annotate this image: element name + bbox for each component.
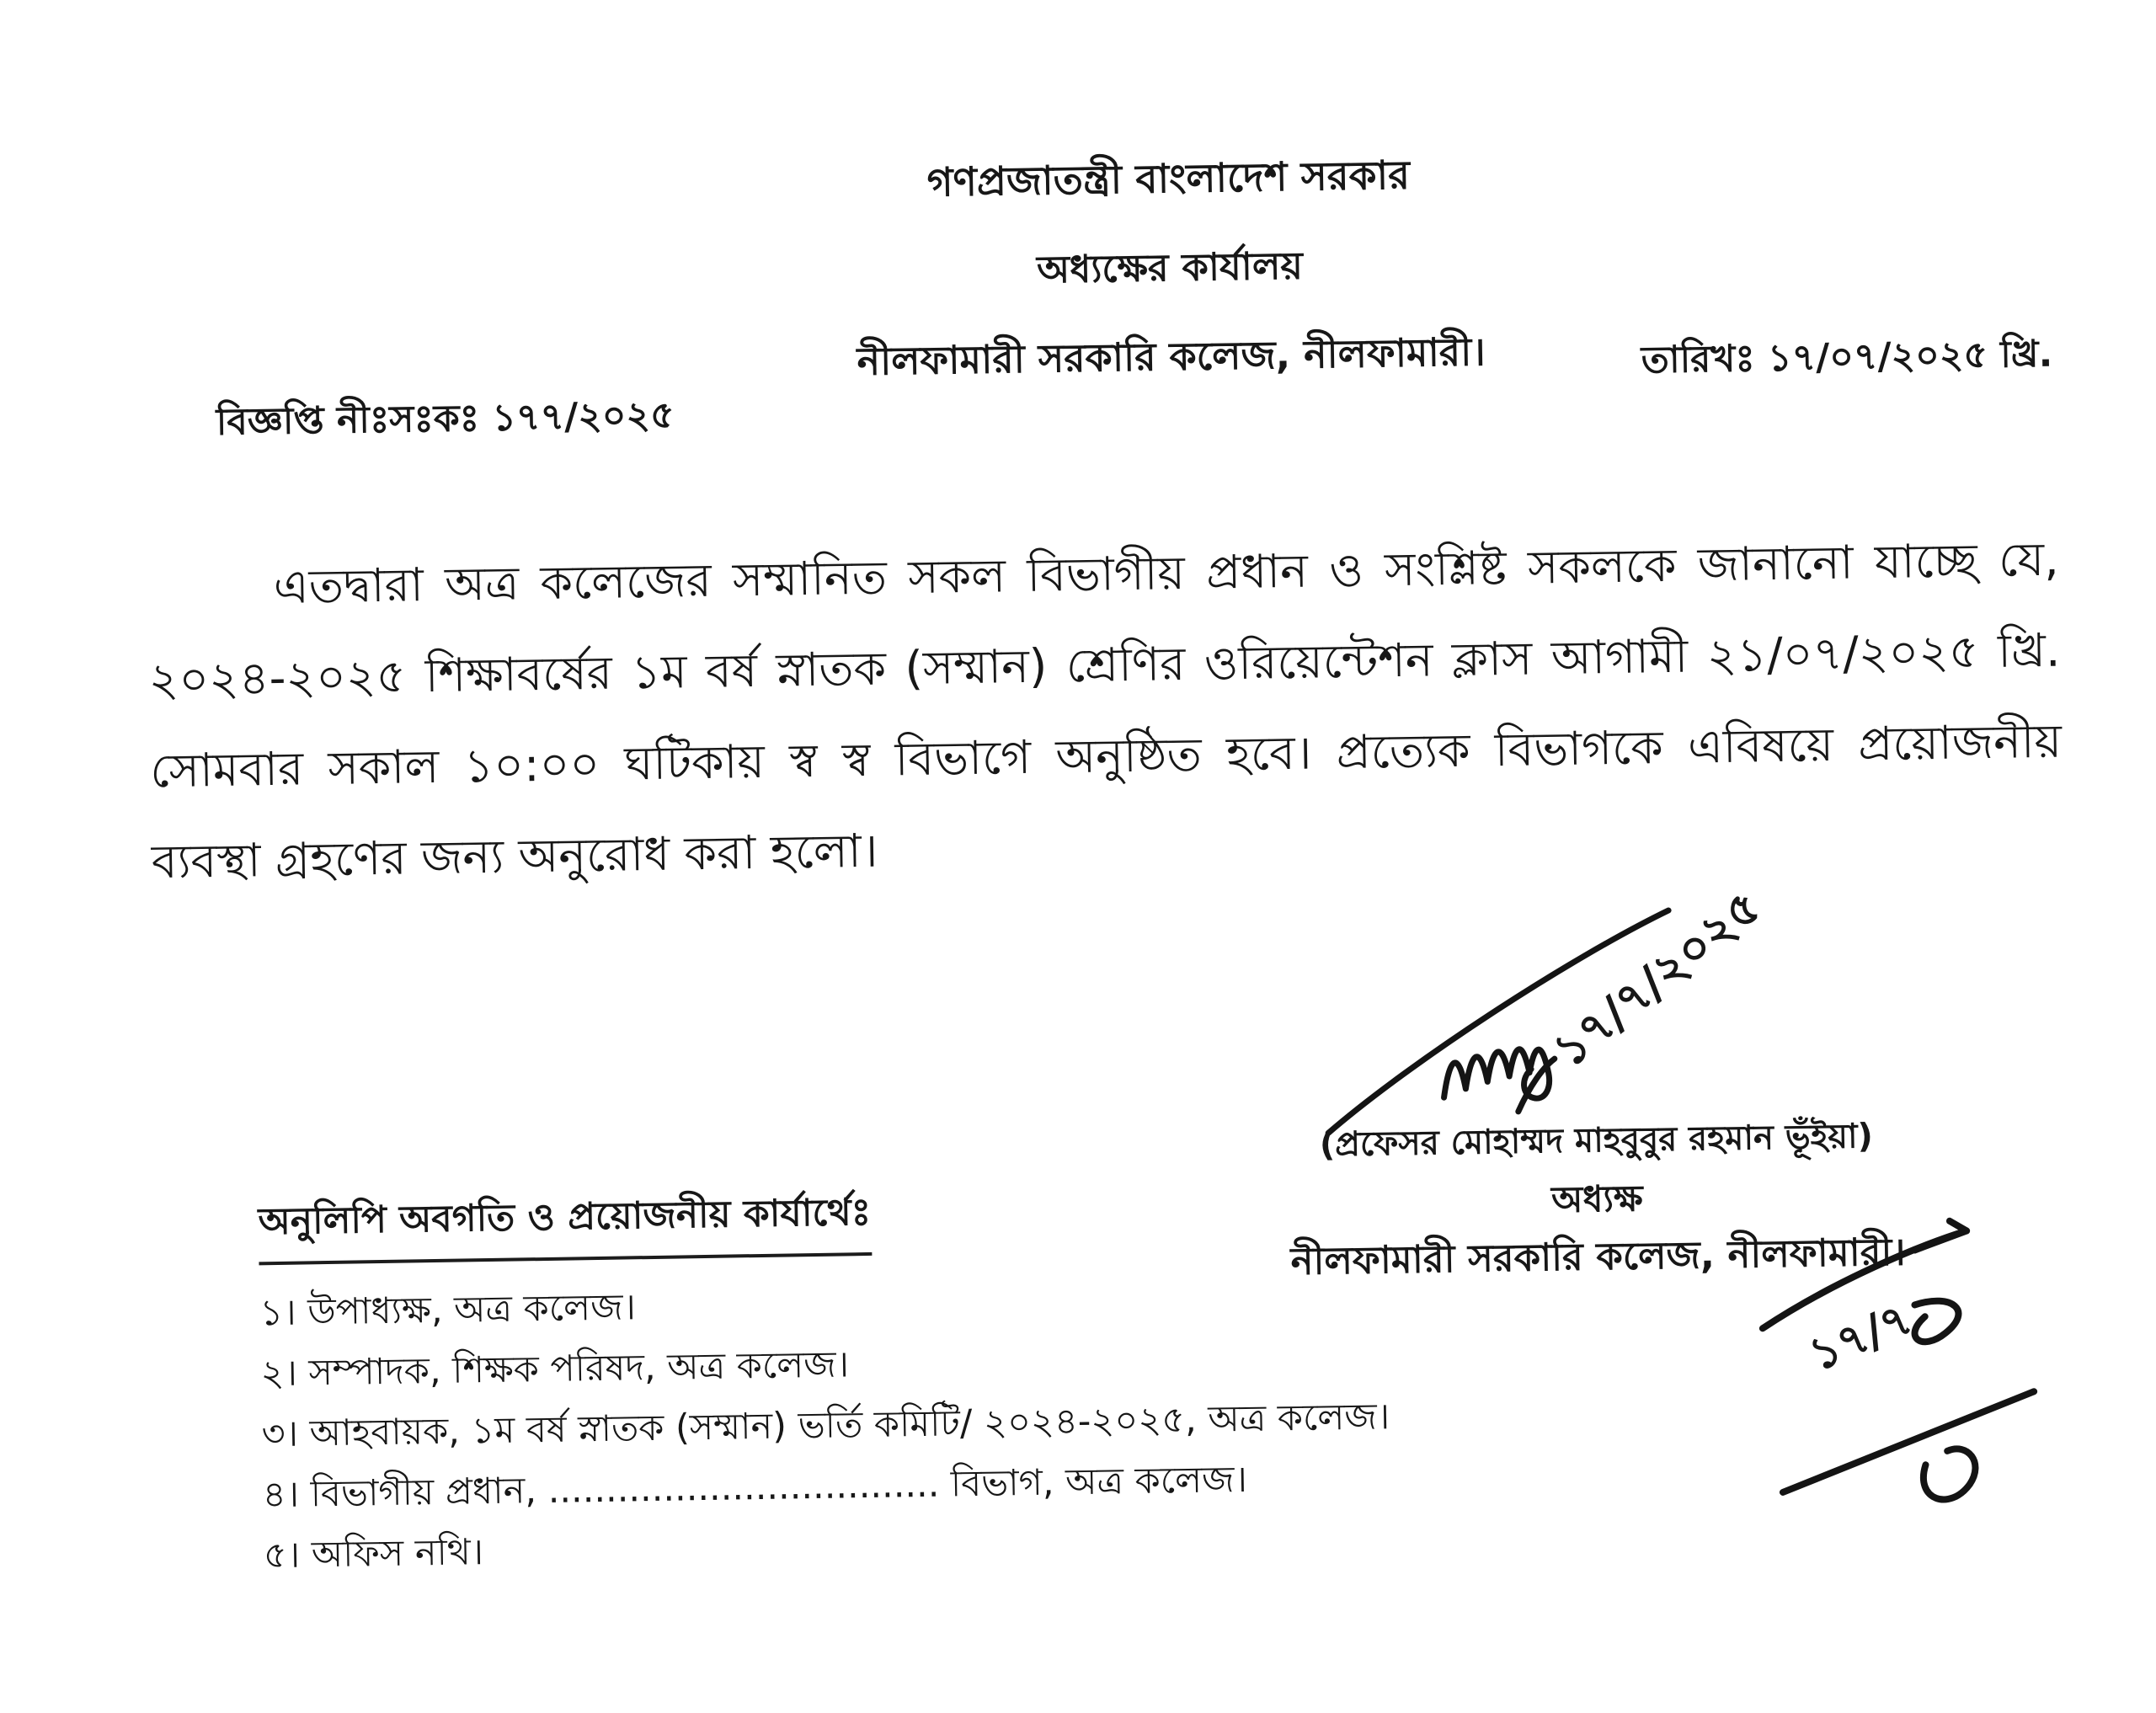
principal-initial-scribble [1741,1197,2083,1522]
distribution-item-4: ৪। বিভাগীয় প্রধান, .................................. বিভাগ, অত্র কলেজ। [262,1458,1248,1517]
government-name: গণপ্রজাতন্ত্রী বাংলাদেশ সরকার [926,152,1411,206]
handwritten-signature-date: ১৭/৭/২০২৫ [1543,879,1772,1079]
distribution-item-3: ৩। আহবায়ক, ১ম বর্ষ স্নাতক (সম্মান) ভর্তি কমিটি/ ২০২৪-২০২৫, অত্র কলেজ। [261,1395,1390,1456]
signatory-name: (প্রফেসর মোহাম্মদ মাহবুবুর রহমান ভূঁইয়া) [1319,1117,1874,1165]
notice-body: এতদ্বারা অত্র কলেজের সম্মানিত সকল বিভাগীয় প্রধান ও সংশ্লিষ্ট সকলকে জানানো যাচ্ছে যে, ২০২৪-২০২৫ শিক্ষাবর্ষের ১ম বর্ষ স্নাতক (সম্মান) শ্রেণির ওরিয়েন্টেশন ক্লাস আগামী ২১/০৭/২০২৫ খ্রি. সোমবার সকাল ১০:০০ ঘটিকায় স্ব স্ব বিভাগে অনুষ্ঠিত হবে। প্রত্যেক বিভাগকে এবিষয়ে প্রয়োজনীয় ব্যবস্থা গ্রহণের জন্য অনুরোধ করা হলো। [148,531,2063,889]
office-name: অধ্যক্ষের কার্যালয় [1036,243,1304,292]
distribution-item-5: ৫। অফিস নথি। [263,1531,484,1577]
signatory-title: অধ্যক্ষ [1550,1177,1644,1222]
college-name: নীলফামারী সরকারি কলেজ, নীলফামারী। [857,328,1486,385]
distribution-item-1: ১। উপাধ্যক্ষ, অত্র কলেজ। [259,1286,637,1335]
memo-number: বিজ্ঞপ্তি নীঃসঃকঃ ১৭৭/২০২৫ [216,393,675,445]
letterhead [730,141,1609,398]
signatory-organization: নীলফামারী সরকারি কলেজ, নীলফামারী। [1290,1229,1906,1284]
distribution-item-2: ২। সম্পাদক, শিক্ষক পরিষদ, অত্র কলেজ। [260,1343,850,1395]
distribution-heading: অনুলিপি অবগতি ও প্রয়োজনীয় কার্যার্থেঃ [258,1184,872,1265]
issue-date: তারিখঃ ১৭/০৭/২০২৫ খ্রি. [1641,332,2053,382]
handwritten-initial-date: ১৭/৭ [1801,1291,1919,1382]
distribution-list [258,1176,1409,1590]
